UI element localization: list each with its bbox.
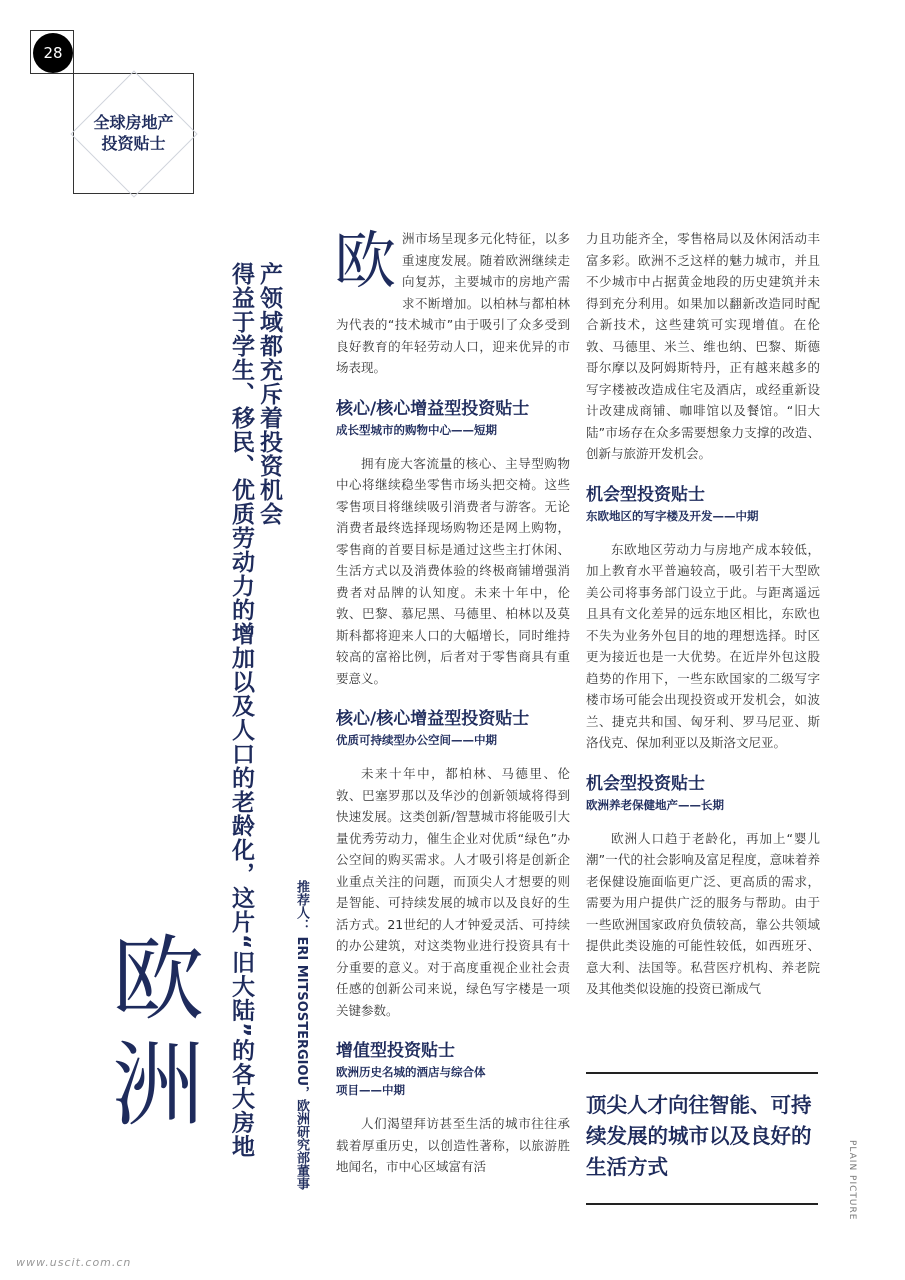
page-number: 28 (33, 33, 73, 73)
section-1-subtitle: 成长型城市的购物中心——短期 (336, 422, 497, 437)
big-title: 欧洲 (97, 930, 204, 1142)
section-2-title: 核心/核心增益型投资贴士 (336, 709, 530, 729)
dropcap: 欧 (334, 224, 397, 297)
section-3-subtitle-line1: 欧洲历史名城的酒店与综合体 (336, 1065, 486, 1079)
section-3-subtitle (336, 1063, 570, 1099)
section-label (73, 112, 194, 154)
section-4-subtitle: 东欧地区的写字楼及开发——中期 (586, 508, 759, 523)
section-3-continued: 力且功能齐全，零售格局以及休闲活动丰富多彩。欧洲不乏这样的魅力城市，并且不少城市中占据黄金地段的历史建筑并未得到充分利用。如果加以翻新改造同时配合新技术，这些建筑可实现增值。在伦敦、马德里、米兰、维也纳、巴黎、斯德哥尔摩以及阿姆斯特丹，正有越来越多的写字楼被改造成住宅及酒店，或经重新设计改建成商铺、咖啡馆以及餐馆。“旧大陆”市场存在众多需要想象力支撑的改造、创新与旅游开发机会。 (586, 231, 820, 461)
section-3-title: 增值型投资贴士 (336, 1041, 455, 1061)
pull-quote-rule-bottom (586, 1203, 818, 1205)
photo-credit: PLAIN PICTURE (847, 1140, 857, 1221)
article-column-2 (586, 228, 820, 1000)
section-5-subtitle: 欧洲养老保健地产——长期 (586, 797, 724, 812)
section-1-body: 拥有庞大客流量的核心、主导型购物中心将继续稳坐零售市场头把交椅。这些零售项目将继续吸引消费者与游客。无论消费者最终选择现场购物还是网上购物，零售商的首要目标是通过这些主打休闲、生活方式以及消费体验的终极商铺增强消费者对品牌的认知度。未来十年中，伦敦、巴黎、慕尼黑、马德里、柏林以及莫斯科都将迎来人口的大幅增长，同时维持较高的富裕比例，后者对于零售商具有重要意义。 (336, 455, 570, 686)
intro-paragraph (334, 224, 570, 379)
section-4-body: 东欧地区劳动力与房地产成本较低，加上教育水平普遍较高，吸引若干大型欧美公司将事务部门设立于此。与距离遥远且具有文化差异的远东地区相比，东欧也不失为业务外包目的地的理想选择。时区更为接近也是一大优势。在近岸外包这股趋势的作用下，一些东欧国家的二级写字楼市场可能会出现投资或开发机会，如波兰、捷克共和国、匈牙利、罗马尼亚、斯洛伐克、保加利亚以及斯洛文尼亚。 (586, 541, 820, 750)
section-4-title: 机会型投资贴士 (586, 484, 705, 505)
section-label-line2: 投资贴士 (101, 134, 166, 153)
section-1-title: 核心/核心增益型投资贴士 (336, 398, 530, 419)
section-label-line1: 全球房地产 (93, 113, 174, 132)
watermark: www.uscit.com.cn (16, 1256, 132, 1269)
headline-line1: 得益于学生、移民、优质劳动力的增加以及人口的老龄化，这片“旧大陆”的各大房地 (228, 262, 254, 1159)
pull-quote-rule-top (586, 1072, 818, 1074)
intro-text: 洲市场呈现多元化特征，以多重速度发展。随着欧洲继续走向复苏，主要城市的房地产需求不断增加。以柏林与都柏林为代表的“技术城市”由于吸引了众多受到良好教育的年轻劳动人口，迎来优异的市场表现。 (336, 231, 570, 375)
section-3-subtitle-line2: 项目——中期 (336, 1083, 405, 1097)
section-5-title: 机会型投资贴士 (586, 773, 705, 794)
section-5-body: 欧洲人口趋于老龄化，再加上“婴儿潮”一代的社会影响及富足程度，意味着养老保健设施面临更广泛、更高质的需求，需要为用户提供广泛的服务与帮助。由于一些欧洲国家政府负债较高，靠公共领域提供此类设施的可能性较低，如西班牙、意大利、法国等。私营医疗机构、养老院及其他类似设施的投资已渐成气 (586, 830, 820, 996)
recommender: 推荐人： ERI MITSOSTERGIOU，欧洲研究部董事 (294, 880, 309, 1191)
headline-line2: 产领域都充斥着投资机会 (256, 262, 282, 526)
pull-quote: 顶尖人才向往智能、可持续发展的城市以及良好的生活方式 (586, 1093, 812, 1179)
section-2-subtitle: 优质可持续型办公空间——中期 (336, 733, 497, 747)
article-column-1 (334, 224, 570, 1178)
section-3-body: 人们渴望拜访甚至生活的城市往往承载着厚重历史，以创造性著称，以旅游胜地闻名，市中心区域富有活 (336, 1116, 570, 1174)
section-2-body: 未来十年中，都柏林、马德里、伦敦、巴塞罗那以及华沙的创新领域将得到快速发展。这类创新/智慧城市将能吸引大量优秀劳动力，催生企业对优质“绿色”办公空间的购买需求。人才吸引将是创新企业重点关注的问题，而顶尖人才想要的则是智能、可持续发展的城市以及良好的生活方式。21世纪的人才钟爱灵活、可持续的办公建筑，对这类物业进行投资具有十分重要的意义。对于高度重视企业社会责任感的创新公司来说，绿色写字楼是一项关键参数。 (336, 766, 570, 1018)
